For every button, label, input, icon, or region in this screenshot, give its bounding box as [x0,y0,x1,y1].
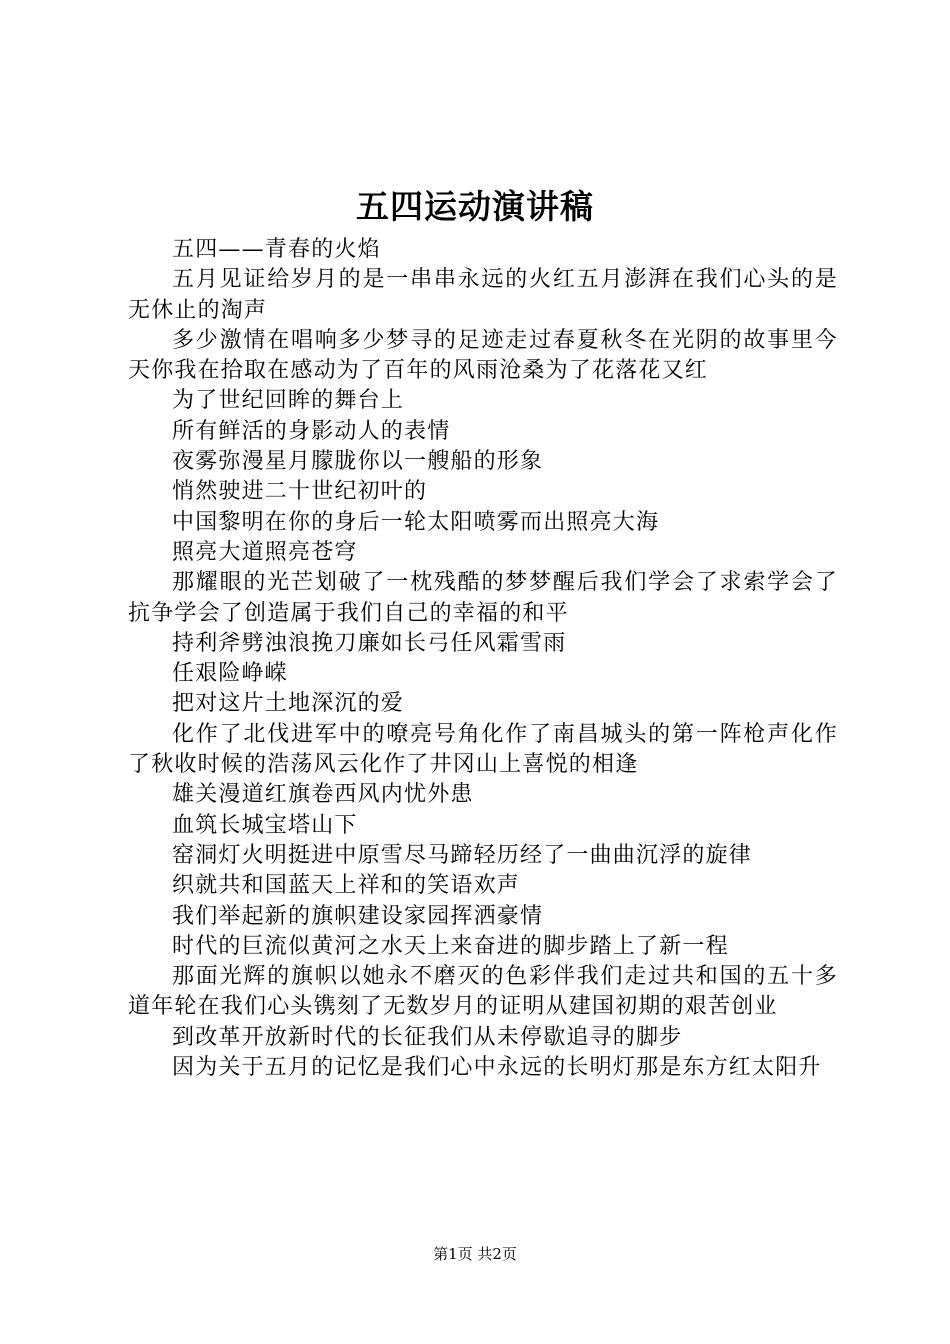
paragraph: 因为关于五月的记忆是我们心中永远的长明灯那是东方红太阳升 [172,1055,822,1081]
paragraph: 到改革开放新时代的长征我们从未停歇追寻的脚步 [172,1024,683,1050]
paragraph: 把对这片土地深沉的爱 [172,691,405,717]
paragraph: 中国黎明在你的身后一轮太阳喷雾而出照亮大海 [172,509,660,535]
paragraph: 多少激情在唱响多少梦寻的足迹走过春夏秋冬在光阴的故事里今天你我在拾取在感动为了百年的风雨沧桑为了花落花又红 [128,327,838,384]
document-body [128,235,838,1083]
paragraph: 织就共和国蓝天上祥和的笑语欢声 [172,873,521,899]
page-footer: 第1页 共2页 [433,1245,517,1263]
paragraph: 五月见证给岁月的是一串串永远的火红五月澎湃在我们心头的是无休止的淘声 [128,267,838,323]
paragraph: 照亮大道照亮苍穹 [172,539,358,565]
paragraph: 时代的巨流似黄河之水天上来奋进的脚步踏上了新一程 [172,933,729,959]
paragraph: 化作了北伐进军中的嘹亮号角化作了南昌城头的第一阵枪声化作了秋收时候的浩荡风云化作了井冈山上喜悦的相逢 [128,721,838,778]
paragraph: 那面光辉的旗帜以她永不磨灭的色彩伴我们走过共和国的五十多道年轮在我们心头镌刻了无数岁月的证明从建国初期的艰苦创业 [128,964,838,1020]
paragraph: 任艰险峥嵘 [172,661,289,687]
document-title: 五四运动演讲稿 [356,187,594,226]
paragraph: 持利斧劈浊浪挽刀廉如长弓任风霜雪雨 [172,630,567,656]
paragraph: 我们举起新的旗帜建设家园挥洒豪情 [172,903,544,929]
paragraph: 血筑长城宝塔山下 [172,812,358,838]
paragraph: 那耀眼的光芒划破了一枕残酷的梦梦醒后我们学会了求索学会了抗争学会了创造属于我们自己的幸福的和平 [128,570,838,626]
paragraph: 为了世纪回眸的舞台上 [172,388,405,414]
paragraph: 五四——青春的火焰 [172,237,381,262]
paragraph: 雄关漫道红旗卷西风内忧外患 [172,782,474,808]
paragraph: 窑洞灯火明挺进中原雪尽马蹄轻历经了一曲曲沉浮的旋律 [172,842,753,868]
paragraph: 夜雾弥漫星月朦胧你以一艘船的形象 [172,449,544,475]
paragraph: 所有鲜活的身影动人的表情 [172,418,451,444]
paragraph: 悄然驶进二十世纪初叶的 [172,479,428,505]
